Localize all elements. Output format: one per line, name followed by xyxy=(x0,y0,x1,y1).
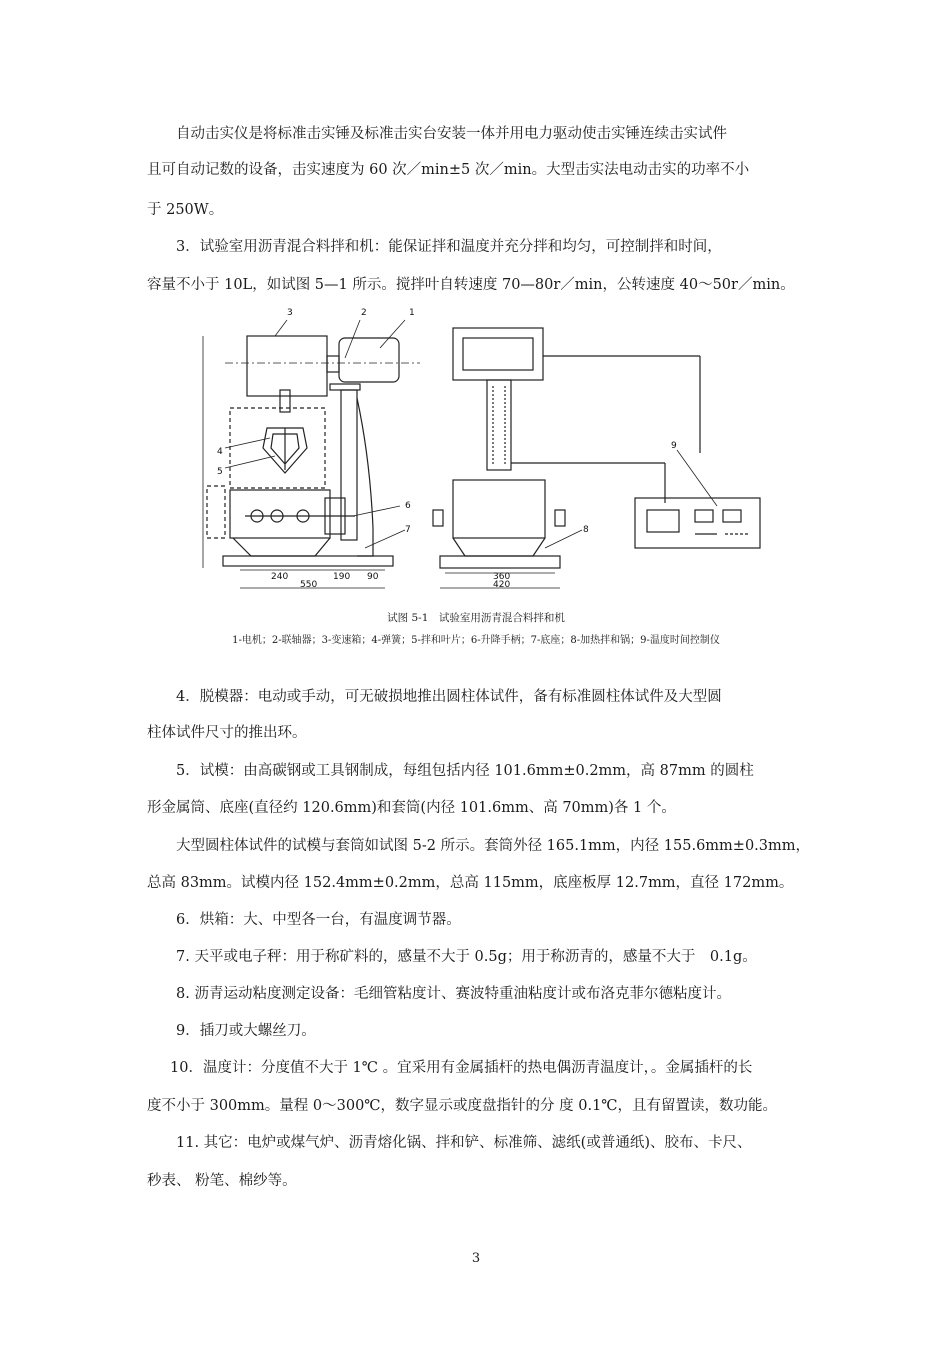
callout-7: 7 xyxy=(405,525,411,535)
callout-5: 5 xyxy=(217,467,223,477)
dim-550: 550 xyxy=(300,580,318,590)
para-9: 9．插刀或大螺丝刀。 xyxy=(176,1023,316,1039)
callout-2: 2 xyxy=(361,308,367,318)
para-1-line-1: 自动击实仪是将标准击实锤及标准击实台安装一体并用电力驱动使击实锤连续击实试件 xyxy=(176,126,727,142)
para-3-line-2: 容量不小于 10L，如试图 5—1 所示。搅拌叶自转速度 70—80r／min，公转速度 40～50r／min。 xyxy=(147,277,795,293)
para-5b-line-1: 大型圆柱体试件的试模与套筒如试图 5-2 所示。套筒外径 165.1mm，内径 155.6mm±0.3mm， xyxy=(176,838,811,854)
dim-240: 240 xyxy=(271,572,289,582)
para-3-line-1: 3．试验室用沥青混合料拌和机：能保证拌和温度并充分拌和均匀，可控制拌和时间， xyxy=(176,239,722,255)
para-8: 8. 沥青运动粘度测定设备：毛细管粘度计、赛波特重油粘度计或布洛克菲尔德粘度计。 xyxy=(176,986,731,1002)
dim-420: 420 xyxy=(493,580,511,590)
callout-9: 9 xyxy=(671,441,677,451)
para-4-line-1: 4．脱模器：电动或手动，可无破损地推出圆柱体试件，备有标准圆柱体试件及大型圆 xyxy=(176,689,722,705)
para-11-line-2: 秒表、 粉笔、棉纱等。 xyxy=(147,1173,297,1189)
callout-8: 8 xyxy=(583,525,589,535)
para-10-line-2: 度不小于 300mm。量程 0～300℃，数字显示或度盘指针的分 度 0.1℃，且有留置读，数功能。 xyxy=(147,1098,778,1114)
callout-1: 1 xyxy=(409,308,415,318)
para-5-line-2: 形金属筒、底座(直径约 120.6mm)和套筒(内径 101.6mm、高 70mm)各 1 个。 xyxy=(147,800,676,816)
dim-360: 360 xyxy=(493,572,511,582)
callout-3: 3 xyxy=(287,308,293,318)
para-7: 7. 天平或电子秤：用于称矿料的，感量不大于 0.5g；用于称沥青的，感量不大于 0.1g。 xyxy=(176,949,757,965)
para-5-line-1: 5．试模：由高碳钢或工具钢制成，每组包括内径 101.6mm±0.2mm，高 87mm 的圆柱 xyxy=(176,763,754,779)
figure-legend: 1-电机；2-联轴器；3-变速箱；4-弹簧；5-拌和叶片；6-升降手柄；7-底座；8-加热拌和锅；9-温度时间控制仪 xyxy=(232,635,720,646)
page-number: 3 xyxy=(471,1251,481,1266)
para-6: 6．烘箱：大、中型各一台，有温度调节器。 xyxy=(176,912,461,928)
para-4-line-2: 柱体试件尺寸的推出环。 xyxy=(147,725,307,741)
para-1-line-3: 于 250W。 xyxy=(147,202,224,218)
dim-190: 190 xyxy=(333,572,351,582)
figure-caption: 试图 5-1 试验室用沥青混合料拌和机 xyxy=(387,612,565,624)
callout-6: 6 xyxy=(405,501,411,511)
para-11-line-1: 11. 其它：电炉或煤气炉、沥青熔化锅、拌和铲、标准筛、滤纸(或普通纸)、胶布、卡尺、 xyxy=(176,1135,752,1151)
para-5b-line-2: 总高 83mm。试模内径 152.4mm±0.2mm，总高 115mm，底座板厚 12.7mm，直径 172mm。 xyxy=(147,875,794,891)
para-1-line-2: 且可自动记数的设备，击实速度为 60 次／min±5 次／min。大型击实法电动击实的功率不小 xyxy=(147,162,750,178)
callout-4: 4 xyxy=(217,447,223,457)
dim-90: 90 xyxy=(367,572,379,582)
mixer-figure xyxy=(195,298,775,608)
para-10-line-1: 10．温度计：分度值不大于 1℃ 。宜采用有金属插杆的热电偶沥青温度计，。金属插杆的长 xyxy=(170,1060,753,1076)
